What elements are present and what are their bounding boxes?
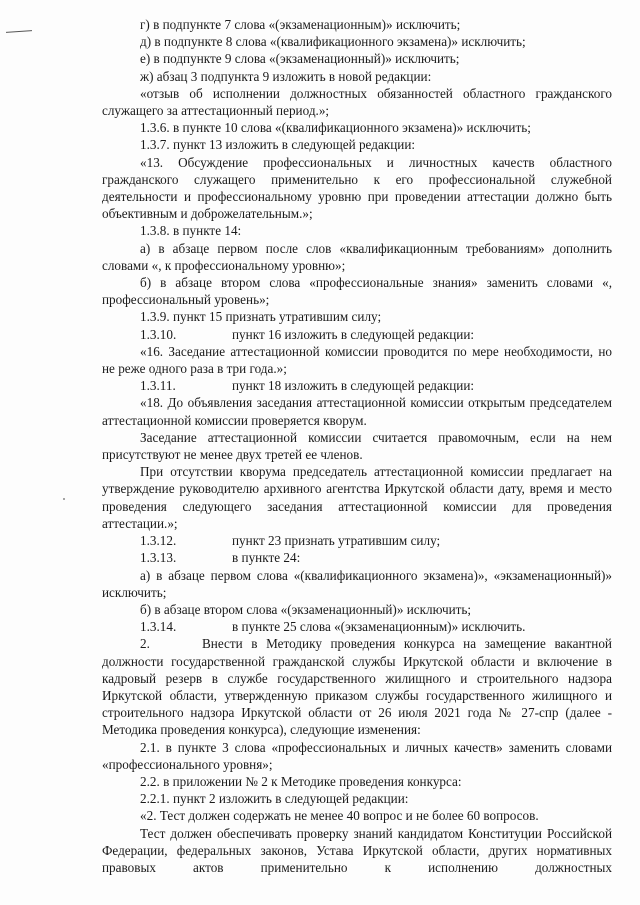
paragraph: ж) абзац 3 подпункта 9 изложить в новой редакции:	[140, 68, 432, 84]
item-number: 1.3.14.	[140, 619, 177, 635]
item-text: пункт 23 признать утратившим силу;	[232, 533, 441, 549]
paragraph: При отсутствии кворума председатель аттестационной комиссии предлагает на утверждение руководителю архивного агентства Иркутской области дату, время и место проведения следующего заседания аттестационной комиссии для проведения аттестации.»;	[102, 464, 612, 531]
paragraph: а) в абзаце первом слова «(квалификационного экзамена)», «экзаменационный)» исключить;	[102, 567, 612, 600]
paragraph: а) в абзаце первом после слов «квалификационным требованиям» дополнить словами «, к профессиональному уровню»;	[102, 240, 612, 273]
item-text: Внести в Методику проведения конкурса на замещение вакантной должности государственной гражданской службы Иркутской области и включение в кадровый резерв в службе государственного жилищного и строительного надзора Иркутской области, утвержденную приказом службы государственного жилищного и строительного надзора Иркутской области от 26 июля 2021 года № 27-спр (далее - Методика проведения конкурса), следующие изменения:	[102, 636, 612, 738]
paragraph: 1.3.7. пункт 13 изложить в следующей редакции:	[140, 137, 416, 153]
paragraph: 2.2.1. пункт 2 изложить в следующей редакции:	[140, 791, 409, 807]
paragraph: б) в абзаце втором слова «(экзаменационный)» исключить;	[140, 601, 472, 617]
paragraph: Тест должен обеспечивать проверку знаний кандидатом Конституции Российской Федерации, федеральных законов, Устава Иркутской области, других нормативных правовых актов применительно к исполнению должностных	[102, 825, 612, 875]
paragraph: 2.2. в приложении № 2 к Методике проведения конкурса:	[140, 773, 462, 789]
paragraph: «2. Тест должен содержать не менее 40 вопрос и не более 60 вопросов.	[140, 808, 539, 824]
item-text: в пункте 25 слова «(экзаменационным)» исключить.	[232, 619, 526, 635]
paragraph: 1.3.6. в пункте 10 слова «(квалификационного экзамена)» исключить;	[140, 120, 531, 136]
item-number: 2.	[140, 636, 150, 652]
numbered-paragraph	[102, 532, 612, 549]
paragraph: «13. Обсуждение профессиональных и личностных качеств областного гражданского служащего применительно к его профессиональной служебной деятельности и профессиональному уровню при проведении аттестации должно быть объективным и доброжелательным.»;	[102, 154, 612, 222]
paragraph: 2.1. в пункте 3 слова «профессиональных и личных качеств» заменить словами «профессионального уровня»;	[102, 739, 612, 772]
item-number: 1.3.10.	[140, 326, 177, 342]
item-text: пункт 16 изложить в следующей редакции:	[232, 326, 475, 342]
item-number: 1.3.13.	[140, 550, 177, 566]
paragraph: «отзыв об исполнении должностных обязанностей областного гражданского служащего за аттестационный период.»;	[102, 85, 612, 119]
document-body	[102, 16, 612, 876]
numbered-paragraph	[102, 377, 612, 394]
numbered-paragraph	[102, 326, 612, 343]
numbered-paragraph	[102, 635, 612, 738]
paragraph: Заседание аттестационной комиссии считается правомочным, если на нем присутствуют не менее двух третей ее членов.	[102, 429, 612, 463]
scan-speck	[63, 498, 65, 500]
item-text: пункт 18 изложить в следующей редакции:	[232, 378, 475, 394]
paragraph: б) в абзаце втором слова «профессиональные знания» заменить словами «, профессиональный уровень»;	[102, 275, 612, 308]
numbered-paragraph	[102, 618, 612, 635]
numbered-paragraph	[102, 549, 612, 566]
paragraph: «18. До объявления заседания аттестационной комиссии открытым председателем аттестационной комиссии проверяется кворум.	[102, 395, 612, 428]
paragraph: д) в подпункте 8 слова «(квалификационного экзамена)» исключить;	[140, 34, 526, 50]
paragraph: г) в подпункте 7 слова «(экзаменационным)» исключить;	[140, 17, 461, 32]
item-number: 1.3.11.	[140, 378, 176, 394]
item-text: в пункте 24:	[232, 550, 301, 566]
margin-pen-mark	[6, 30, 32, 33]
paragraph: е) в подпункте 9 слова «(экзаменационный)» исключить;	[140, 51, 460, 67]
item-number: 1.3.12.	[140, 533, 177, 549]
paragraph: «16. Заседание аттестационной комиссии проводится по мере необходимости, но не реже одного раза в три года.»;	[102, 343, 612, 377]
paragraph: 1.3.8. в пункте 14:	[140, 223, 242, 239]
paragraph: 1.3.9. пункт 15 признать утратившим силу;	[140, 309, 382, 325]
